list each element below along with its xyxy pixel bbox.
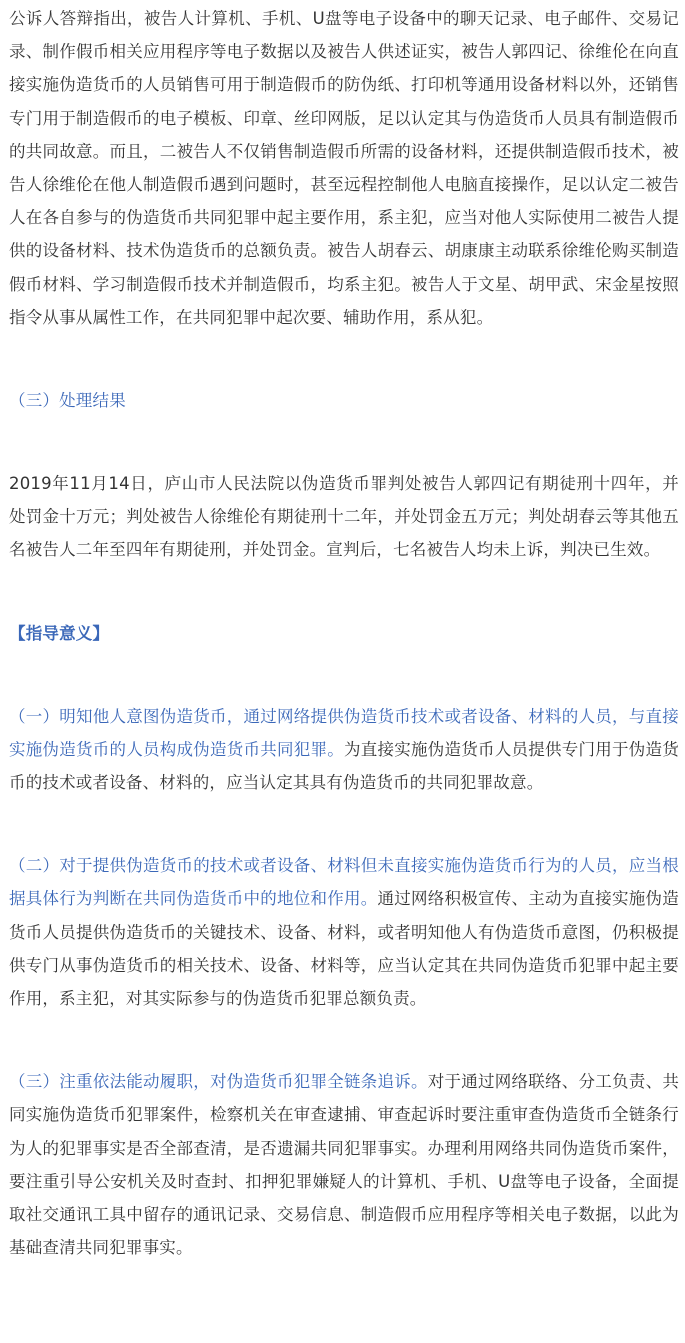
spacer — [9, 799, 679, 849]
section-heading-result: （三）处理结果 — [9, 391, 126, 411]
paragraph-verdict: 2019年11月14日，庐山市人民法院以伪造货币罪判处被告人郭四记有期徒刑十四年，并处罚金十万元；判处被告人徐维伦有期徒刑十二年，并处罚金五万元；判处胡春云等其他五名被告人二年至四年有期徒刑，并处罚金。宣判后，七名被告人均未上诉，判决已生效。 — [9, 474, 679, 560]
guidance-item-2 — [9, 849, 679, 1015]
spacer — [9, 334, 679, 384]
guidance-heading: 【指导意义】 — [9, 623, 110, 643]
guidance-item-3 — [9, 1065, 679, 1264]
guidance-item-3-body: 对于通过网络联络、分工负责、共同实施伪造货币犯罪案件，检察机关在审查逮捕、审查起诉时要注重审查伪造货币全链条行为人的犯罪事实是否全部查清，是否遗漏共同犯罪事实。办理利用网络共同伪造货币案件，要注重引导公安机关及时查封、扣押犯罪嫌疑人的计算机、手机、U盘等电子设备，全面提取社交通讯工具中留存的通讯记录、交易信息、制造假币应用程序等相关电子数据，以此为基础查清共同犯罪事实。 — [9, 1072, 680, 1258]
spacer — [9, 567, 679, 617]
guidance-item-1-lead: （一）明知他人意图伪造货币，通过网络提供伪造货币技术或者设备、材料的人员，与直接实施伪造货币的人员构成伪造货币共同犯罪。 — [9, 706, 679, 759]
spacer — [9, 417, 679, 467]
guidance-item-2-lead: （二）对于提供伪造货币的技术或者设备、材料但未直接实施伪造货币行为的人员，应当根据具体行为判断在共同伪造货币中的地位和作用。 — [9, 856, 679, 909]
guidance-item-2-body: 通过网络积极宣传、主动为直接实施伪造货币人员提供伪造货币的关键技术、设备、材料，或者明知他人有伪造货币意图，仍积极提供专门从事伪造货币的相关技术、设备、材料等，应当认定其在共同伪造货币犯罪中起主要作用，系主犯，对其实际参与的伪造货币犯罪总额负责。 — [9, 889, 679, 1009]
spacer — [9, 1015, 679, 1065]
spacer — [9, 650, 679, 700]
paragraph-defense-reply: 公诉人答辩指出，被告人计算机、手机、U盘等电子设备中的聊天记录、电子邮件、交易记录、制作假币相关应用程序等电子数据以及被告人供述证实，被告人郭四记、徐维伦在向直接实施伪造货币的人员销售可用于制造假币的防伪纸、打印机等通用设备材料以外，还销售专门用于制造假币的电子模板、印章、丝印网版，足以认定其与伪造货币人员具有制造假币的共同故意。而且，二被告人不仅销售制造假币所需的设备材料，还提供制造假币技术，被告人徐维伦在他人制造假币遇到问题时，甚至远程控制他人电脑直接操作，足以认定二被告人在各自参与的伪造货币共同犯罪中起主要作用，系主犯，应当对他人实际使用二被告人提供的设备材料、技术伪造货币的总额负责。被告人胡春云、胡康康主动联系徐维伦购买制造假币材料、学习制造假币技术并制造假币，均系主犯。被告人于文星、胡甲武、宋金星按照指令从事从属性工作，在共同犯罪中起次要、辅助作用，系从犯。 — [9, 9, 679, 327]
guidance-item-3-lead: （三）注重依法能动履职，对伪造货币犯罪全链条追诉。 — [9, 1072, 428, 1092]
guidance-item-1 — [9, 700, 679, 800]
guidance-item-1-body: 为直接实施伪造货币人员提供专门用于伪造货币的技术或者设备、材料的，应当认定其具有伪造货币的共同犯罪故意。 — [9, 739, 680, 793]
